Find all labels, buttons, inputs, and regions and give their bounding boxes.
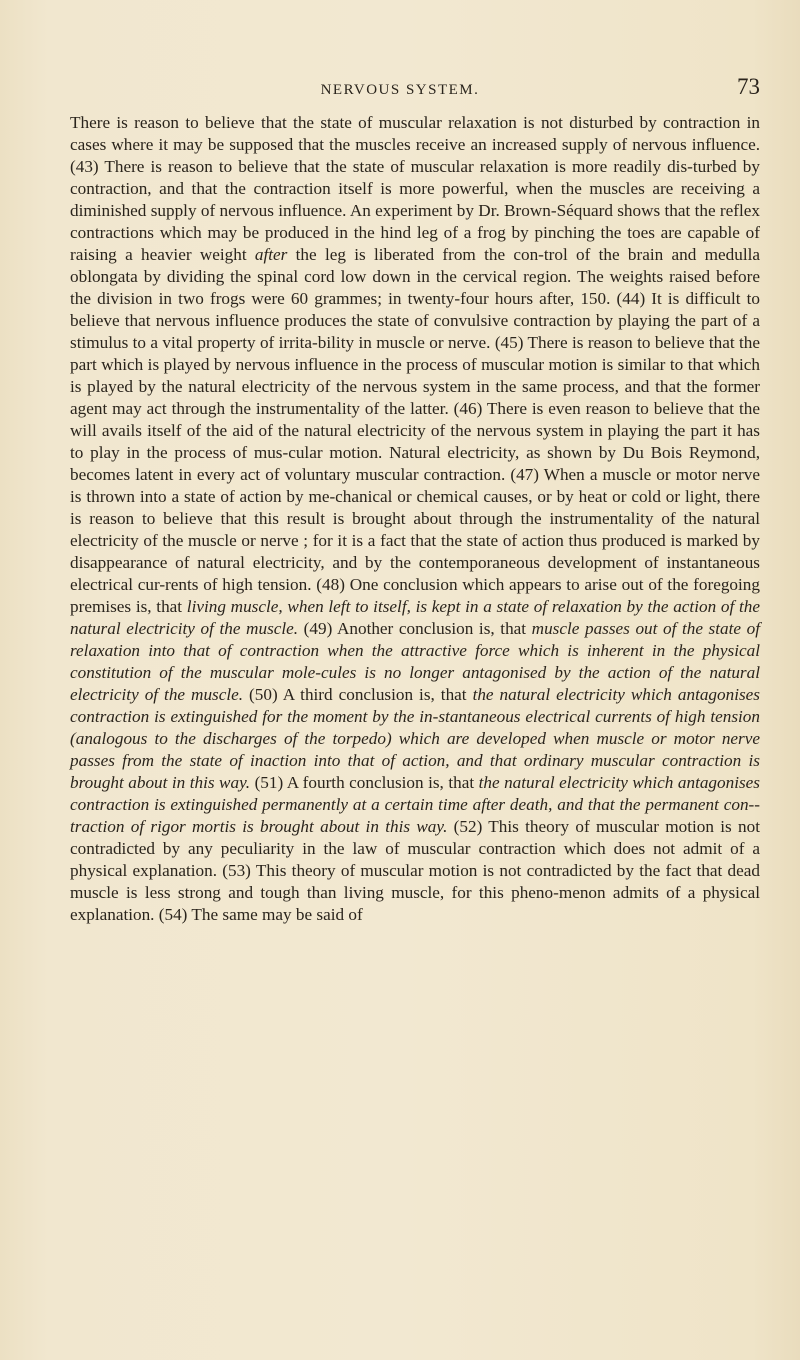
text-run: (50) A third conclusion is, that	[243, 685, 473, 704]
text-run: (52) This theory of muscular motion is not contradicted by any peculiarity in the law of muscular contraction which does not admit of a physical explanation. (53) This theory of muscular motion is not contradicted by the fact that dead muscle is less strong and tough than living muscle, for this pheno-menon admits of a physical explanation. (54) The same may be said of	[70, 817, 760, 924]
italic-text-run: after	[254, 245, 288, 264]
text-run: There is reason to believe that the state of muscular relaxation is not disturbed by contraction in cases where it may be supposed that the muscles receive an increased supply of nervous influence. (43) There is reason to believe that the state of muscular relaxation is more readily dis-turbed by contraction, and that the contraction itself is more powerful, when the muscles are receiving a diminished supply of nervous influence. An experiment by Dr. Brown-Séquard shows that the reflex contractions which may be produced in the hind leg of a frog by pinching the toes are capable of raising a heavier weight	[70, 113, 760, 264]
page-number: 73	[737, 74, 760, 99]
italic-text-run: muscle passes out of the state of relaxation into that of contraction when the attractive force which is inherent in the physical constitution of the muscular mole-cules is no longer antagonised by the action of the natural electricity of the muscle.	[70, 619, 760, 704]
italic-text-run: the natural electricity which antagonises contraction is extinguished permanently at a certain time after death, and that the permanent con-traction of rigor mortis is brought about in this way.	[70, 773, 760, 836]
text-run: (49) Another conclusion is, that	[298, 619, 532, 638]
italic-text-run: living muscle, when left to itself, is kept in a state of relaxation by the action of the natural electricity of the muscle.	[70, 597, 760, 638]
running-title: NERVOUS SYSTEM.	[320, 82, 480, 98]
italic-text-run: the natural electricity which antagonises contraction is extinguished for the moment by the in-stantaneous electrical currents of high tension (analogous to the discharges of the torpedo) which are developed when muscle or motor nerve passes from the state of inaction into that of action, and that ordinary muscular contraction is brought about in this way.	[70, 685, 760, 792]
body-paragraph	[70, 112, 760, 926]
text-run: the leg is liberated from the con-trol of the brain and medulla oblongata by dividing the spinal cord low down in the cervical region. The weights raised before the division in two frogs were 60 grammes; in twenty-four hours after, 150. (44) It is difficult to believe that nervous influence produces the state of convulsive contraction by playing the part of a stimulus to a vital property of irrita-bility in muscle or nerve. (45) There is reason to believe that the part which is played by nervous influence in the process of muscular motion is similar to that which is played by the natural electricity of the nervous system in the same process, and that the former agent may act through the instrumentality of the latter. (46) There is even reason to believe that the will avails itself of the aid of the natural electricity of the nervous system in playing the part it has to play in the process of mus-cular motion. Natural electricity, as shown by Du Bois Reymond, becomes latent in every act of voluntary muscular contraction. (47) When a muscle or motor nerve is thrown into a state of action by me-chanical or chemical causes, or by heat or cold or light, there is reason to believe that this result is brought about through the instrumentality of the natural electricity of the muscle or nerve ; for it is a fact that the state of action thus produced is marked by disappearance of natural electricity, and by the contemporaneous development of instantaneous electrical cur-rents of high tension. (48) One conclusion which appears to arise out of the foregoing premises is, that	[70, 245, 760, 616]
text-run: (51) A fourth conclusion is, that	[250, 773, 479, 792]
